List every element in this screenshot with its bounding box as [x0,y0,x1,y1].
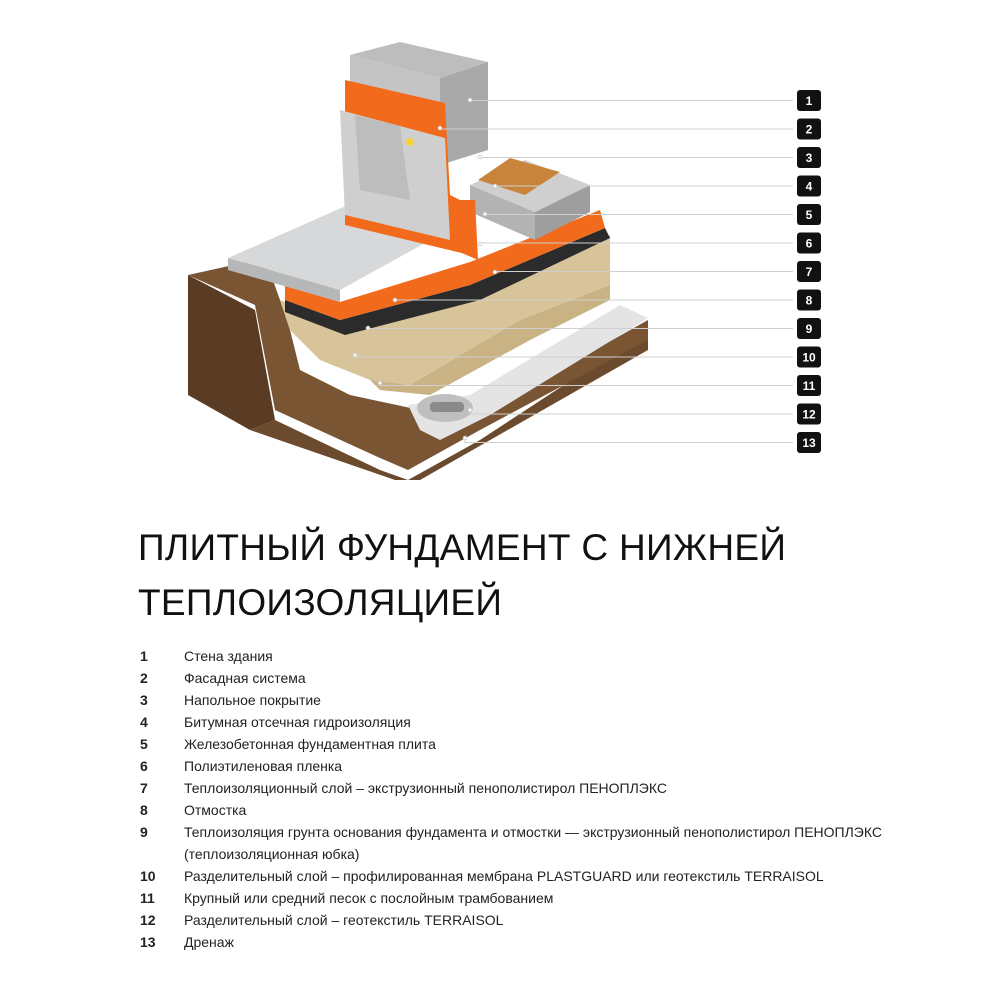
leader-dot [468,408,472,412]
leader-dot [366,326,370,330]
legend-item [140,689,960,711]
leader-line [480,157,793,158]
number-badge-label: 12 [802,407,816,422]
legend-text: Крупный или средний песок с послойным трамбованием [184,890,554,906]
number-badge-label: 5 [805,208,813,222]
legend-number: 6 [140,758,148,774]
title-line-1: ПЛИТНЫЙ ФУНДАМЕНТ С НИЖНЕЙ [138,527,787,568]
leader-line [368,328,793,329]
orange-corner [455,200,478,260]
leader-dot [468,98,472,102]
legend-number: 1 [140,648,148,664]
legend-number: 4 [140,714,148,730]
legend-text: Стена здания [184,648,273,664]
number-badge-label: 10 [802,350,816,365]
legend-item [140,799,960,821]
number-badge-label: 7 [805,265,813,279]
leader-line [470,410,793,414]
leader-line [485,214,793,215]
legend-number: 7 [140,780,148,796]
legend-number: 12 [140,912,156,928]
legend-number: 13 [140,934,156,950]
number-badges [797,90,821,453]
legend-item [140,755,960,777]
legend-item [140,909,960,931]
number-badge-label: 11 [802,379,816,393]
legend-item [140,931,960,953]
legend-number: 10 [140,868,156,884]
legend-number: 9 [140,824,148,840]
legend-item [140,667,960,689]
legend-item [140,865,960,887]
legend-list [140,645,960,953]
number-badge-label: 8 [805,293,813,308]
legend-text: Битумная отсечная гидроизоляция [184,714,411,730]
leader-dot [353,353,357,357]
title-line-2: ТЕПЛОИЗОЛЯЦИЕЙ [138,582,503,623]
legend-number: 2 [140,670,148,686]
legend-text: Отмостка [184,802,247,818]
leader-line [495,272,793,273]
diagram-title [138,520,898,630]
number-badge-label: 6 [805,236,813,251]
leader-dot [478,242,482,246]
number-badge-label: 4 [805,179,813,194]
legend-number: 5 [140,736,148,752]
legend-text: Теплоизоляция грунта основания фундамента и отмостки — экструзионный пенополистирол ПЕНОПЛЭКС (теплоизоляционная юбка) [184,824,882,862]
leader-dot [478,155,482,159]
leader-dot [463,436,467,440]
legend-item [140,821,960,865]
number-badge-label: 1 [805,94,813,108]
legend-text: Теплоизоляционный слой – экструзионный пенополистирол ПЕНОПЛЭКС [184,780,667,796]
legend-item [140,733,960,755]
legend-item [140,777,960,799]
legend-item [140,645,960,667]
leader-dot [393,298,397,302]
leader-line [465,438,793,443]
drainage-pipe [430,402,464,412]
legend-text: Дренаж [184,934,234,950]
leader-dot [493,184,497,188]
legend-text: Разделительный слой – геотекстиль TERRAISOL [184,912,504,928]
number-badge-label: 3 [805,151,813,165]
leader-dot [438,126,442,130]
legend-number: 11 [140,890,155,906]
leader-line [470,100,793,101]
number-badge-label: 13 [802,436,816,450]
legend-number: 3 [140,692,148,708]
legend-text: Разделительный слой – профилированная мембрана PLASTGUARD или геотекстиль TERRAISOL [184,868,824,884]
leader-line [440,128,793,129]
legend-item [140,887,960,909]
leader-dot [493,270,497,274]
wall-anchor [406,138,414,146]
legend-item [140,711,960,733]
number-badge-label: 9 [805,322,813,336]
leader-dot [483,212,487,216]
number-badge-label: 2 [805,122,813,137]
legend-text: Фасадная система [184,670,306,686]
legend-number: 8 [140,802,148,818]
leader-dot [378,381,382,385]
legend-text: Напольное покрытие [184,692,321,708]
legend-text: Полиэтиленовая пленка [184,758,343,774]
legend-text: Железобетонная фундаментная плита [184,736,436,752]
